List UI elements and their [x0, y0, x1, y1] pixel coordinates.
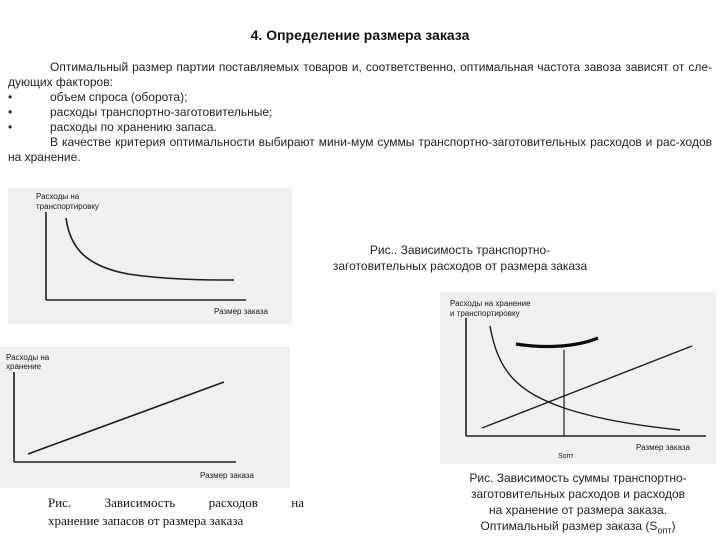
- caption-line: заготовительных расходов и расходов: [470, 487, 685, 501]
- storage-ylabel-line1: Расходы на: [6, 353, 50, 362]
- caption-line: хранение запасов от размера заказа: [48, 513, 244, 528]
- storage-cost-line: [28, 382, 224, 454]
- caption-word: расходов: [208, 495, 258, 510]
- caption-line: заготовительных расходов от размера заказа: [332, 259, 588, 273]
- bullet-text: расходы по хранению запаса.: [50, 120, 217, 134]
- bullet-item: [8, 90, 712, 105]
- transport-ylabel-line1: Расходы на: [36, 192, 80, 201]
- bullet-text: расходы транспортно-заготовительные;: [50, 105, 273, 119]
- total-cost-graph: [440, 292, 716, 464]
- caption-line: на хранение от размера заказа.: [489, 503, 667, 517]
- caption-subscript: опт: [657, 525, 672, 536]
- transport-cost-graph: [8, 188, 292, 324]
- storage-cost-graph: [0, 346, 290, 488]
- storage-figure-caption: [48, 494, 304, 530]
- caption-line: [48, 494, 304, 512]
- caption-text: ): [671, 519, 676, 533]
- bullet-item: [8, 120, 712, 135]
- transport-figure-caption: [300, 242, 620, 274]
- intro-paragraph-2: В качестве критерия оптимальности выбирают мини-мум суммы транспортно-заготовительных расходов и рас-ходов на хранение.: [8, 135, 712, 164]
- caption-text: Оптимальный размер заказа (S: [480, 519, 658, 533]
- storage-cost-figure: [0, 346, 290, 488]
- optimal-size-tick: Sопт: [558, 453, 574, 460]
- page-title: 4. Определение размера заказа: [250, 27, 470, 43]
- total-cost-curve: [516, 338, 598, 346]
- caption-line: Рис. Зависимость суммы транспортно-: [469, 471, 687, 485]
- caption-line: Рис.. Зависимость транспортно-: [369, 243, 551, 257]
- transport-xlabel: Размер заказа: [214, 307, 268, 316]
- bullet-marker: •: [8, 90, 13, 104]
- caption-line: [442, 518, 714, 538]
- total-cost-figure: [440, 292, 716, 464]
- storage-xlabel: Размер заказа: [200, 471, 254, 480]
- bullet-marker: •: [8, 120, 13, 134]
- intro-text: [8, 60, 712, 165]
- transport-ylabel-line2: транспортировку: [36, 202, 99, 211]
- caption-word: Зависимость: [104, 495, 176, 510]
- caption-word: на: [291, 495, 304, 510]
- storage-cost-line: [482, 346, 692, 428]
- sum-ylabel-line2: и транспортировку: [450, 309, 520, 318]
- sum-ylabel-line1: Расходы на хранение: [450, 299, 531, 308]
- caption-word: Рис.: [48, 495, 72, 510]
- intro-paragraph-1: Оптимальный размер партии поставляемых товаров и, соответственно, оптимальная частота завоза зависят от сле-дующих факторов:: [8, 60, 712, 89]
- storage-ylabel-line2: хранение: [6, 362, 42, 371]
- total-figure-caption: [442, 470, 714, 538]
- sum-xlabel: Размер заказа: [636, 443, 690, 452]
- bullet-marker: •: [8, 105, 13, 119]
- transport-cost-curve: [66, 218, 234, 280]
- transport-cost-figure: [8, 188, 292, 324]
- bullet-item: [8, 105, 712, 120]
- bullet-text: объем спроса (оборота);: [50, 90, 188, 104]
